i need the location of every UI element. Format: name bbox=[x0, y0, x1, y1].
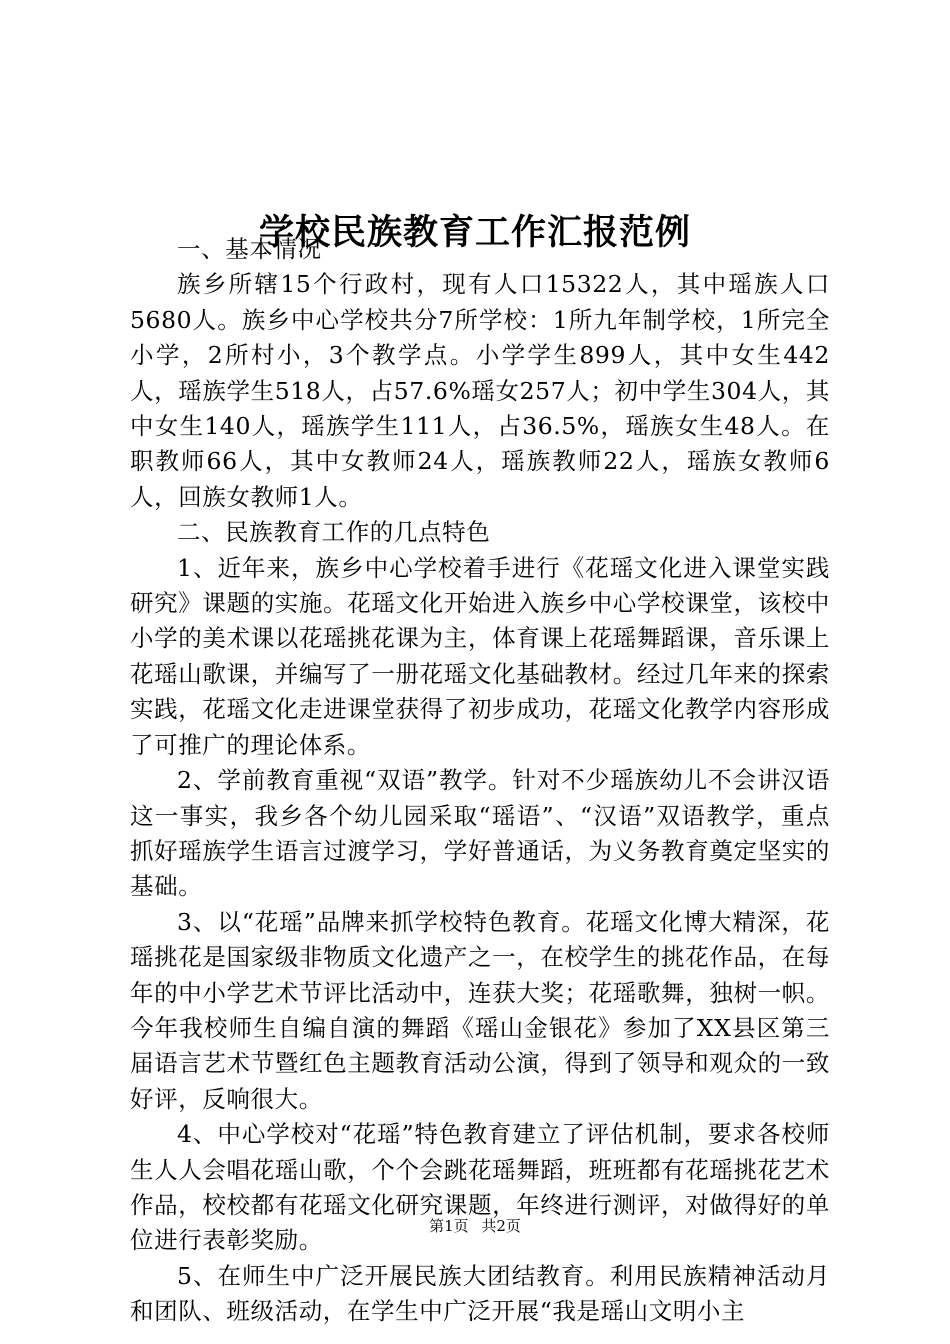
paragraph-feature-5: 5、在师生中广泛开展民族大团结教育。利用民族精神活动月和团队、班级活动，在学生中广泛开展“我是瑶山文明小主 bbox=[130, 1261, 830, 1326]
page-total: 共2页 bbox=[481, 1217, 521, 1235]
paragraph-feature-4: 4、中心学校对“花瑶”特色教育建立了评估机制，要求各校师生人人会唱花瑶山歌，个个会跳花瑶舞蹈，班班都有花瑶挑花艺术作品，校校都有花瑶文化研究课题，年终进行测评，对做得好的单位进行表彰奖励。 bbox=[130, 1120, 830, 1255]
page-footer bbox=[0, 1216, 950, 1236]
paragraph-feature-2: 2、学前教育重视“双语”教学。针对不少瑶族幼儿不会讲汉语这一事实，我乡各个幼儿园采取“瑶语”、“汉语”双语教学，重点抓好瑶族学生语言过渡学习，学好普通话，为义务教育奠定坚实的基础。 bbox=[130, 766, 830, 901]
section-heading-features: 二、民族教育工作的几点特色 bbox=[177, 518, 491, 547]
page-number: 第1页 bbox=[429, 1217, 469, 1235]
paragraph-feature-1: 1、近年来，族乡中心学校着手进行《花瑶文化进入课堂实践研究》课题的实施。花瑶文化开始进入族乡中心学校课堂，该校中小学的美术课以花瑶挑花课为主，体育课上花瑶舞蹈课，音乐课上花瑶山歌课，并编写了一册花瑶文化基础教材。经过几年来的探索实践，花瑶文化走进课堂获得了初步成功，花瑶文化教学内容形成了可推广的理论体系。 bbox=[130, 553, 830, 759]
document-body bbox=[130, 232, 830, 1330]
document-title: 学校民族教育工作汇报范例 bbox=[258, 212, 691, 254]
section-heading-basic-info: 一、基本情况 bbox=[177, 235, 322, 263]
paragraph-basic-info: 族乡所辖15个行政村，现有人口15322人，其中瑶族人口5680人。族乡中心学校共分7所学校：1所九年制学校，1所完全小学，2所村小，3个教学点。小学学生899人，其中女生442人，瑶族学生518人，占57.6%瑶女257人；初中学生304人，其中女生140人，瑶族学生111人，占36.5%，瑶族女生48人。在职教师66人，其中女教师24人，瑶族教师22人，瑶族女教师6人，回族女教师1人。 bbox=[130, 270, 830, 511]
paragraph-feature-3: 3、以“花瑶”品牌来抓学校特色教育。花瑶文化博大精深，花瑶挑花是国家级非物质文化遗产之一，在校学生的挑花作品，在每年的中小学艺术节评比活动中，连获大奖；花瑶歌舞，独树一帜。今年我校师生自编自演的舞蹈《瑶山金银花》参加了XX县区第三届语言艺术节暨红色主题教育活动公演，得到了领导和观众的一致好评，反响很大。 bbox=[130, 907, 830, 1113]
